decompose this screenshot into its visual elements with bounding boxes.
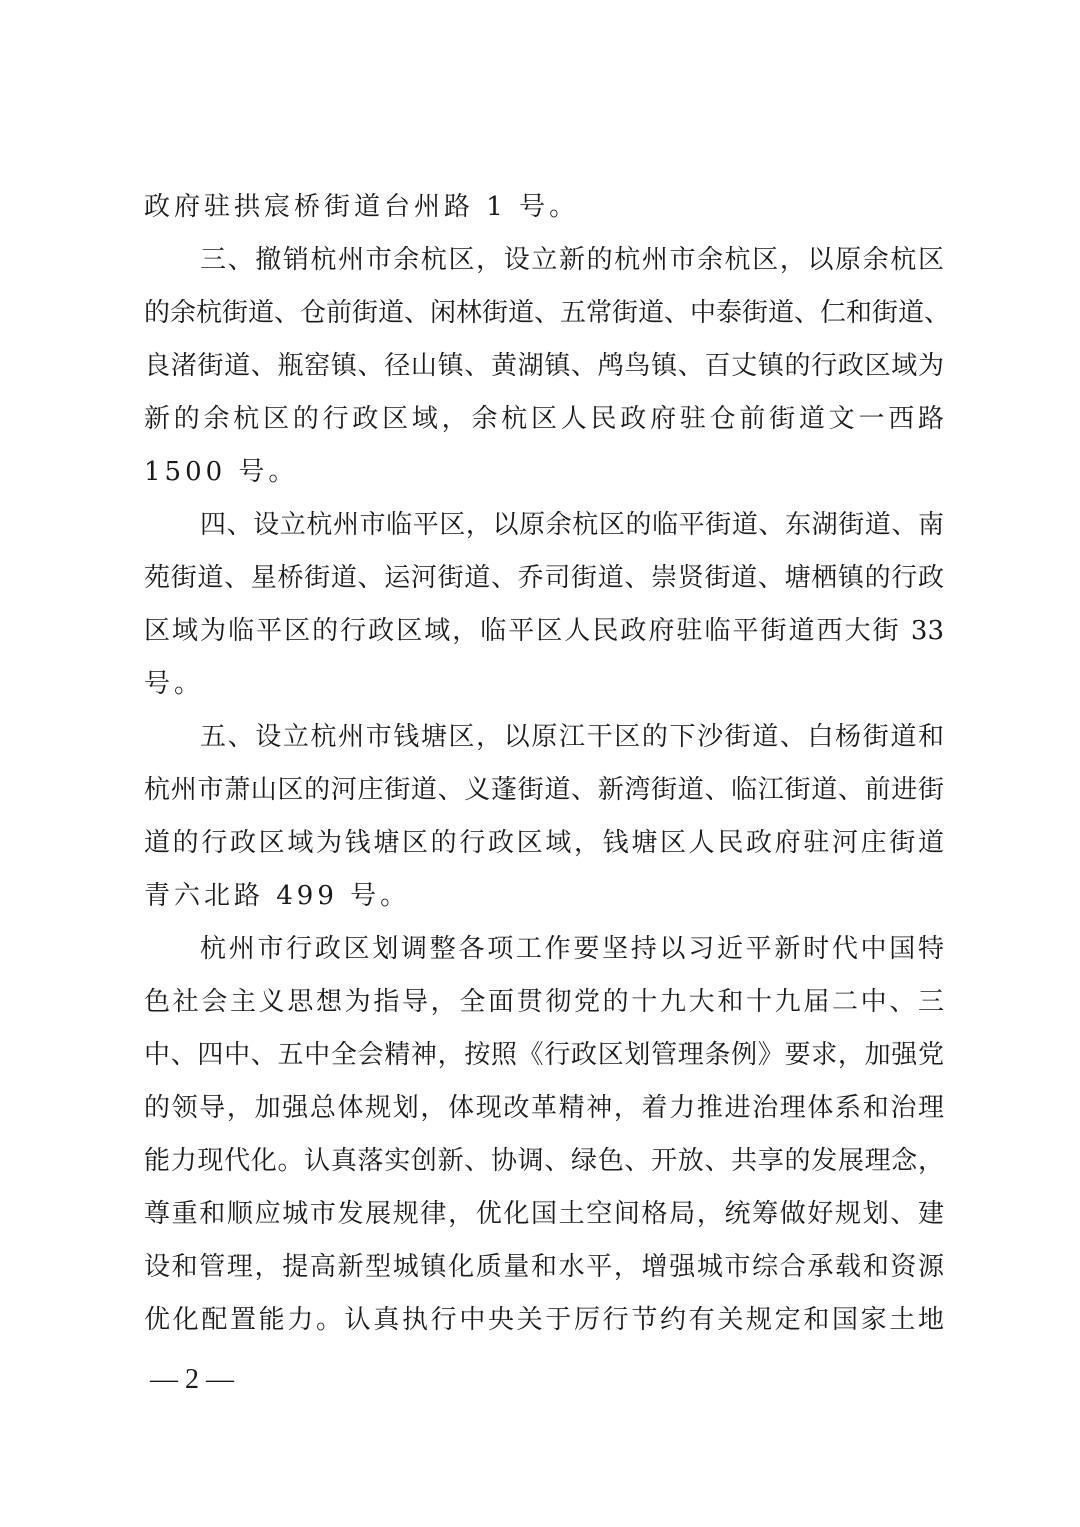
text-line: 区域为临平区的行政区域，临平区人民政府驻临平街道西大街 33 [144, 616, 944, 646]
text-line: 号。 [144, 669, 205, 699]
paragraph-start-line: 四、设立杭州市临平区，以原余杭区的临平街道、东湖街道、南 [200, 510, 944, 540]
paragraph-start-line: 五、设立杭州市钱塘区，以原江干区的下沙街道、白杨街道和 [200, 722, 944, 752]
paragraph-start-line: 杭州市行政区划调整各项工作要坚持以习近平新时代中国特 [200, 934, 944, 964]
text-line: 的余杭街道、仓前街道、闲林街道、五常街道、中泰街道、仁和街道、 [144, 298, 951, 328]
text-line: 苑街道、星桥街道、运河街道、乔司街道、崇贤街道、塘栖镇的行政 [144, 563, 944, 593]
text-line: 优化配置能力。认真执行中央关于厉行节约有关规定和国家土地 [144, 1305, 944, 1335]
paragraph-start-line: 三、撤销杭州市余杭区，设立新的杭州市余杭区，以原余杭区 [200, 245, 944, 275]
text-line: 1500 号。 [144, 457, 299, 487]
page-number: — 2 — [150, 1364, 234, 1395]
text-line: 尊重和顺应城市发展规律，优化国土空间格局，统筹做好规划、建 [144, 1199, 944, 1229]
text-line: 良渚街道、瓶窑镇、径山镇、黄湖镇、鸬鸟镇、百丈镇的行政区域为 [144, 351, 944, 381]
text-line: 青六北路 499 号。 [144, 881, 411, 911]
text-line: 的领导，加强总体规划，体现改革精神，着力推进治理体系和治理 [144, 1093, 944, 1123]
text-line: 能力现代化。认真落实创新、协调、绿色、开放、共享的发展理念， [144, 1146, 944, 1176]
text-line: 杭州市萧山区的河庄街道、义蓬街道、新湾街道、临江街道、前进街 [144, 775, 944, 805]
text-line: 中、四中、五中全会精神，按照《行政区划管理条例》要求，加强党 [144, 1040, 944, 1070]
text-line: 色社会主义思想为指导，全面贯彻党的十九大和十九届二中、三 [144, 987, 944, 1017]
text-line: 新的余杭区的行政区域，余杭区人民政府驻仓前街道文一西路 [144, 404, 944, 434]
text-line: 政府驻拱宸桥街道台州路 1 号。 [144, 192, 580, 222]
text-line: 道的行政区域为钱塘区的行政区域，钱塘区人民政府驻河庄街道 [144, 828, 944, 858]
text-line: 设和管理，提高新型城镇化质量和水平，增强城市综合承载和资源 [144, 1252, 944, 1282]
